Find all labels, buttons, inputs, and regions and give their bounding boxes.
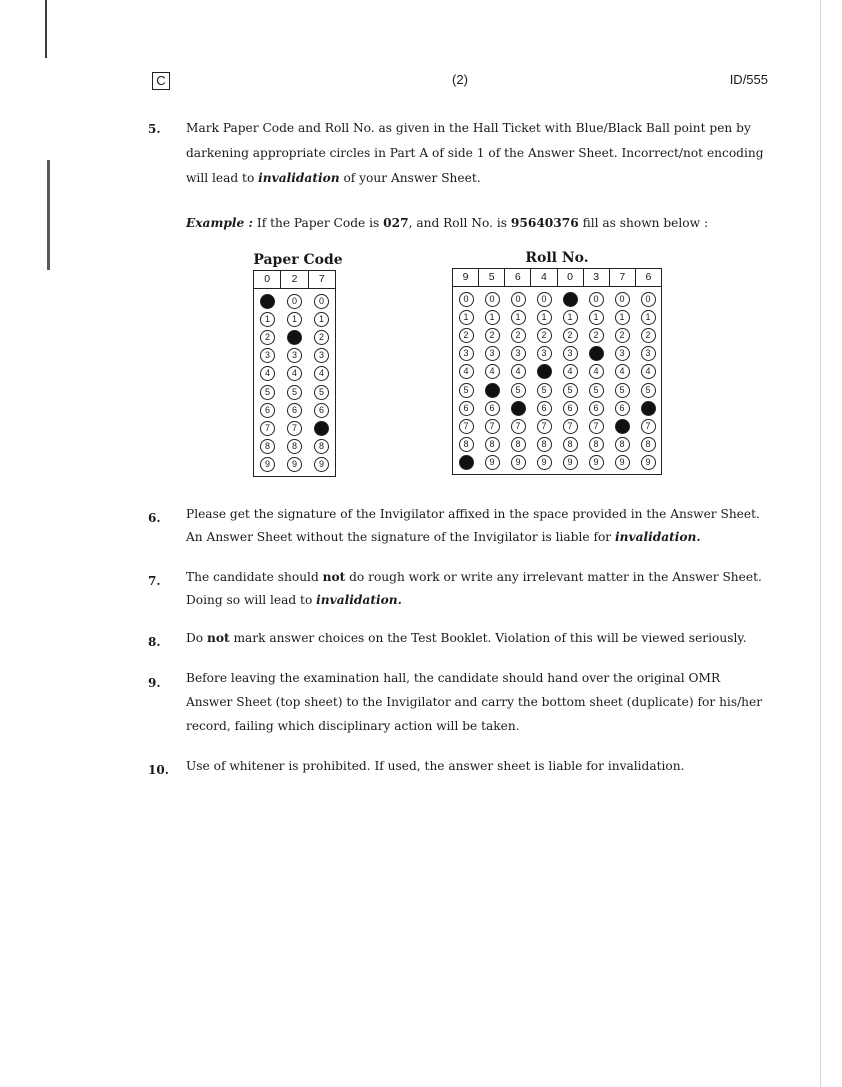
empty-bubble: 1 — [485, 310, 500, 325]
text-run: If the Paper Code is — [253, 216, 384, 230]
text-run: Mark Paper Code and Roll No. as given in the Hall Ticket with Blue/Black Ball point pen by darkening appropriate circles in Part A of side 1 of the Answer Sheet. Incorrect/not encoding will lead to — [186, 121, 764, 185]
empty-bubble: 9 — [589, 455, 604, 470]
empty-bubble: 8 — [537, 437, 552, 452]
empty-bubble: 4 — [459, 364, 474, 379]
empty-bubble: 1 — [511, 310, 526, 325]
empty-bubble: 1 — [260, 312, 275, 327]
scan-edge-mark — [45, 0, 47, 58]
item-number: 8. — [148, 635, 161, 649]
empty-bubble: 1 — [589, 310, 604, 325]
digit-cell: 7 — [318, 273, 325, 285]
empty-bubble: 3 — [537, 346, 552, 361]
digit-cell: 9 — [453, 269, 479, 286]
digit-cell: 0 — [558, 269, 584, 286]
empty-bubble: 3 — [563, 346, 578, 361]
empty-bubble: 7 — [287, 421, 302, 436]
empty-bubble: 8 — [563, 437, 578, 452]
bubble-column — [635, 290, 661, 472]
text-run: , and Roll No. is — [408, 216, 511, 230]
empty-bubble: 7 — [260, 421, 275, 436]
empty-bubble: 2 — [563, 328, 578, 343]
bubble-column — [479, 290, 505, 472]
example-text — [186, 211, 766, 236]
empty-bubble: 1 — [314, 312, 329, 327]
empty-bubble: 9 — [563, 455, 578, 470]
empty-bubble: 4 — [314, 366, 329, 381]
empty-bubble: 7 — [563, 419, 578, 434]
item-number: 6. — [148, 511, 161, 525]
emphasis-text: Example : — [186, 216, 253, 230]
empty-bubble: 3 — [287, 348, 302, 363]
empty-bubble: 7 — [537, 419, 552, 434]
text-run: Please get the signature of the Invigilator affixed in the space provided in the Answer Sheet. An Answer Sheet without the signature of the Invigilator is liable for — [186, 507, 760, 544]
roll-no-grid — [452, 268, 662, 475]
empty-bubble: 0 — [511, 292, 526, 307]
empty-bubble: 7 — [511, 419, 526, 434]
empty-bubble: 1 — [641, 310, 656, 325]
empty-bubble: 5 — [641, 383, 656, 398]
empty-bubble: 9 — [260, 457, 275, 472]
empty-bubble: 4 — [287, 366, 302, 381]
bubble-column — [531, 290, 557, 472]
paper-code-grid — [253, 270, 336, 477]
empty-bubble: 5 — [537, 383, 552, 398]
text-run: Use of whitener is prohibited. If used, the answer sheet is liable for invalidation. — [186, 759, 685, 773]
empty-bubble: 0 — [537, 292, 552, 307]
instruction-9 — [186, 666, 766, 738]
instruction-6 — [186, 503, 766, 549]
empty-bubble: 6 — [537, 401, 552, 416]
text-run: The candidate should — [186, 570, 323, 584]
filled-bubble: 3 — [589, 346, 604, 361]
empty-bubble: 6 — [485, 401, 500, 416]
emphasis-text: invalidation. — [316, 593, 402, 607]
empty-bubble: 8 — [511, 437, 526, 452]
document-id: ID/555 — [729, 72, 768, 87]
empty-bubble: 4 — [511, 364, 526, 379]
roll-no-title: Roll No. — [525, 250, 589, 266]
bubble-column — [308, 292, 335, 474]
text-run: of your Answer Sheet. — [339, 171, 481, 185]
empty-bubble: 7 — [485, 419, 500, 434]
empty-bubble: 0 — [459, 292, 474, 307]
empty-bubble: 7 — [641, 419, 656, 434]
empty-bubble: 7 — [459, 419, 474, 434]
empty-bubble: 4 — [485, 364, 500, 379]
digit-cell: 0 — [254, 271, 281, 288]
empty-bubble: 5 — [563, 383, 578, 398]
filled-bubble: 2 — [287, 330, 302, 345]
bold-text: not — [322, 570, 346, 584]
bold-text: 027 — [383, 216, 409, 230]
empty-bubble: 6 — [589, 401, 604, 416]
empty-bubble: 2 — [459, 328, 474, 343]
scan-edge-line — [820, 0, 821, 1087]
empty-bubble: 5 — [260, 385, 275, 400]
digit-cell: 7 — [610, 269, 636, 286]
text-run: fill as shown below : — [578, 216, 709, 230]
empty-bubble: 5 — [314, 385, 329, 400]
empty-bubble: 4 — [260, 366, 275, 381]
empty-bubble: 8 — [260, 439, 275, 454]
empty-bubble: 8 — [485, 437, 500, 452]
empty-bubble: 4 — [641, 364, 656, 379]
bubble-column — [281, 292, 308, 474]
empty-bubble: 8 — [314, 439, 329, 454]
bubble-column — [505, 290, 531, 472]
digit-cell: 2 — [281, 271, 308, 288]
empty-bubble: 5 — [459, 383, 474, 398]
empty-bubble: 3 — [260, 348, 275, 363]
empty-bubble: 0 — [589, 292, 604, 307]
filled-bubble: 7 — [314, 421, 329, 436]
empty-bubble: 9 — [615, 455, 630, 470]
filled-bubble: 4 — [537, 364, 552, 379]
empty-bubble: 0 — [615, 292, 630, 307]
bubble-column — [453, 290, 479, 472]
instruction-8 — [186, 627, 766, 650]
bubble-column — [557, 290, 583, 472]
digit-cell: 4 — [531, 269, 557, 286]
instruction-7 — [186, 566, 766, 612]
item-number: 9. — [148, 676, 161, 690]
bubble-column — [254, 292, 281, 474]
digit-cell: 3 — [584, 269, 610, 286]
filled-bubble: 7 — [615, 419, 630, 434]
digit-cell: 6 — [645, 271, 652, 283]
text-run: do rough work or write any irrelevant matter in the Answer Sheet. Doing so will lead to — [186, 570, 762, 607]
empty-bubble: 4 — [563, 364, 578, 379]
bubble-column — [609, 290, 635, 472]
instruction-10 — [186, 755, 766, 778]
empty-bubble: 6 — [314, 403, 329, 418]
filled-bubble: 9 — [459, 455, 474, 470]
empty-bubble: 6 — [459, 401, 474, 416]
paper-code-title: Paper Code — [253, 252, 343, 268]
bold-text: not — [206, 631, 230, 645]
empty-bubble: 2 — [615, 328, 630, 343]
empty-bubble: 0 — [287, 294, 302, 309]
empty-bubble: 8 — [459, 437, 474, 452]
empty-bubble: 9 — [511, 455, 526, 470]
digit-header-row — [254, 271, 335, 289]
page-number: (2) — [452, 72, 468, 87]
empty-bubble: 6 — [615, 401, 630, 416]
bold-text: 95640376 — [510, 216, 579, 230]
empty-bubble: 0 — [641, 292, 656, 307]
empty-bubble: 4 — [589, 364, 604, 379]
empty-bubble: 1 — [537, 310, 552, 325]
empty-bubble: 3 — [641, 346, 656, 361]
empty-bubble: 2 — [314, 330, 329, 345]
empty-bubble: 0 — [485, 292, 500, 307]
empty-bubble: 3 — [511, 346, 526, 361]
emphasis-text: invalidation — [258, 171, 340, 185]
empty-bubble: 4 — [615, 364, 630, 379]
empty-bubble: 1 — [287, 312, 302, 327]
empty-bubble: 5 — [287, 385, 302, 400]
item-number: 7. — [148, 574, 161, 588]
empty-bubble: 2 — [589, 328, 604, 343]
empty-bubble: 5 — [615, 383, 630, 398]
empty-bubble: 9 — [641, 455, 656, 470]
item-number: 10. — [148, 763, 169, 777]
empty-bubble: 8 — [615, 437, 630, 452]
empty-bubble: 3 — [459, 346, 474, 361]
empty-bubble: 3 — [485, 346, 500, 361]
filled-bubble: 6 — [511, 401, 526, 416]
empty-bubble: 1 — [563, 310, 578, 325]
empty-bubble: 2 — [485, 328, 500, 343]
empty-bubble: 6 — [563, 401, 578, 416]
empty-bubble: 9 — [485, 455, 500, 470]
empty-bubble: 5 — [589, 383, 604, 398]
empty-bubble: 0 — [314, 294, 329, 309]
empty-bubble: 2 — [641, 328, 656, 343]
text-run: mark answer choices on the Test Booklet. Violation of this will be viewed seriously. — [229, 631, 747, 645]
series-code-box: C — [152, 72, 170, 90]
empty-bubble: 6 — [260, 403, 275, 418]
empty-bubble: 2 — [537, 328, 552, 343]
bubble-column — [583, 290, 609, 472]
empty-bubble: 2 — [511, 328, 526, 343]
empty-bubble: 8 — [641, 437, 656, 452]
instruction-5 — [186, 116, 766, 191]
empty-bubble: 2 — [260, 330, 275, 345]
empty-bubble: 3 — [314, 348, 329, 363]
digit-cell: 5 — [479, 269, 505, 286]
filled-bubble: 6 — [641, 401, 656, 416]
empty-bubble: 7 — [589, 419, 604, 434]
digit-cell: 6 — [505, 269, 531, 286]
text-run: Do — [186, 631, 207, 645]
filled-bubble: 0 — [260, 294, 275, 309]
empty-bubble: 9 — [287, 457, 302, 472]
empty-bubble: 1 — [459, 310, 474, 325]
digit-header-row — [453, 269, 661, 287]
filled-bubble: 0 — [563, 292, 578, 307]
empty-bubble: 3 — [615, 346, 630, 361]
emphasis-text: invalidation. — [615, 530, 701, 544]
text-run: Before leaving the examination hall, the candidate should hand over the original OMR Answer Sheet (top sheet) to the Invigilator and carry the bottom sheet (duplicate) for his/her record, failing which disciplinary action will be taken. — [186, 671, 763, 733]
empty-bubble: 8 — [589, 437, 604, 452]
scan-edge-mark — [47, 160, 50, 270]
filled-bubble: 5 — [485, 383, 500, 398]
empty-bubble: 5 — [511, 383, 526, 398]
empty-bubble: 1 — [615, 310, 630, 325]
empty-bubble: 8 — [287, 439, 302, 454]
empty-bubble: 9 — [314, 457, 329, 472]
empty-bubble: 9 — [537, 455, 552, 470]
empty-bubble: 6 — [287, 403, 302, 418]
item-number: 5. — [148, 122, 161, 136]
